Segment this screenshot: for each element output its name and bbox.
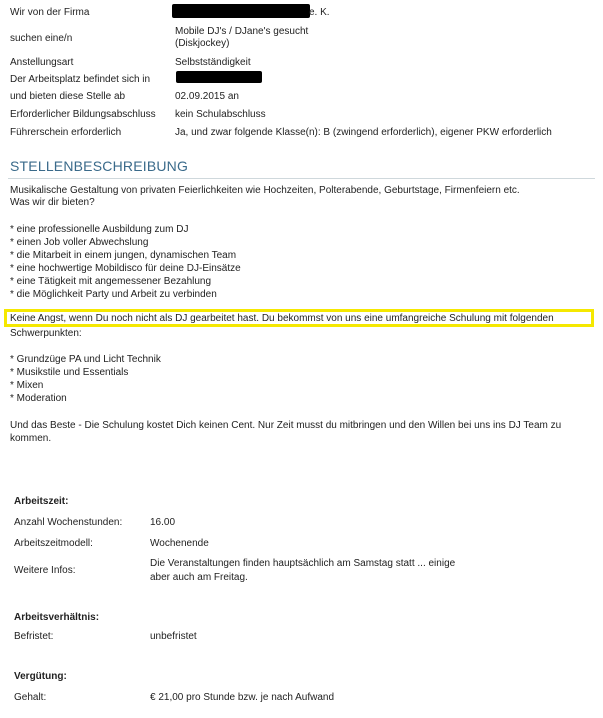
value-weitere-infos-line2: aber auch am Freitag. bbox=[150, 572, 248, 583]
value-fuehrerschein: Ja, und zwar folgende Klasse(n): B (zwingend erforderlich), eigener PKW erforderlich bbox=[175, 127, 552, 138]
list-item: * die Möglichkeit Party und Arbeit zu verbinden bbox=[10, 289, 217, 300]
label-wochenstunden: Anzahl Wochenstunden: bbox=[14, 517, 123, 528]
list-item: * eine hochwertige Mobildisco für deine DJ-Einsätze bbox=[10, 263, 241, 274]
heading-arbeitsverhaeltnis: Arbeitsverhältnis: bbox=[14, 612, 100, 623]
value-wochenstunden: 16.00 bbox=[150, 517, 176, 528]
label-anstellungsart: Anstellungsart bbox=[10, 57, 74, 68]
list-item: * eine Tätigkeit mit angemessener Bezahlung bbox=[10, 276, 212, 287]
label-bildungsabschluss: Erforderlicher Bildungsabschluss bbox=[10, 109, 156, 120]
value-suchen-line1: Mobile DJ's / DJane's gesucht bbox=[175, 26, 309, 37]
list-item: * eine professionelle Ausbildung zum DJ bbox=[10, 224, 189, 235]
desc-line-highlighted: Keine Angst, wenn Du noch nicht als DJ gearbeitet hast. Du bekommst von uns eine umfangreiche Schulung mit folgenden bbox=[10, 313, 554, 324]
heading-arbeitszeit: Arbeitszeit: bbox=[14, 496, 69, 507]
value-arbeitszeitmodell: Wochenende bbox=[150, 538, 209, 549]
label-stelle-ab: und bieten diese Stelle ab bbox=[10, 91, 126, 102]
desc-line: Was wir dir bieten? bbox=[10, 197, 95, 208]
section-divider bbox=[8, 178, 595, 179]
value-anstellungsart: Selbstständigkeit bbox=[175, 57, 251, 68]
list-item: * Moderation bbox=[10, 393, 67, 404]
value-gehalt: € 21,00 pro Stunde bzw. je nach Aufwand bbox=[150, 692, 335, 703]
value-firma-suffix: e. K. bbox=[309, 7, 330, 18]
desc-line: Musikalische Gestaltung von privaten Feierlichkeiten wie Hochzeiten, Polterabende, Geburtstage, Firmenfeiern etc. bbox=[10, 185, 520, 196]
label-gehalt: Gehalt: bbox=[14, 692, 47, 703]
list-item: * einen Job voller Abwechslung bbox=[10, 237, 149, 248]
redaction-company-name bbox=[172, 4, 310, 18]
desc-line: Schwerpunkten: bbox=[10, 328, 82, 339]
section-title: STELLENBESCHREIBUNG bbox=[10, 158, 189, 174]
list-item: * Mixen bbox=[10, 380, 44, 391]
label-arbeitszeitmodell: Arbeitszeitmodell: bbox=[14, 538, 93, 549]
desc-line: kommen. bbox=[10, 433, 52, 444]
value-stelle-ab: 02.09.2015 an bbox=[175, 91, 239, 102]
value-befristet: unbefristet bbox=[150, 631, 197, 642]
value-bildungsabschluss: kein Schulabschluss bbox=[175, 109, 266, 120]
label-fuehrerschein: Führerschein erforderlich bbox=[10, 127, 122, 138]
value-suchen-line2: (Diskjockey) bbox=[175, 38, 230, 49]
label-firma: Wir von der Firma bbox=[10, 7, 90, 18]
heading-verguetung: Vergütung: bbox=[14, 671, 67, 682]
redaction-location bbox=[176, 71, 262, 83]
label-arbeitsplatz: Der Arbeitsplatz befindet sich in bbox=[10, 74, 151, 85]
list-item: * Musikstile und Essentials bbox=[10, 367, 129, 378]
list-item: * die Mitarbeit in einem jungen, dynamischen Team bbox=[10, 250, 237, 261]
label-suchen: suchen eine/n bbox=[10, 33, 73, 44]
desc-line: Und das Beste - Die Schulung kostet Dich keinen Cent. Nur Zeit musst du mitbringen und den Willen bei uns ins DJ Team zu bbox=[10, 420, 562, 431]
list-item: * Grundzüge PA und Licht Technik bbox=[10, 354, 161, 365]
label-befristet: Befristet: bbox=[14, 631, 54, 642]
value-weitere-infos-line1: Die Veranstaltungen finden hauptsächlich am Samstag statt ... einige bbox=[150, 558, 456, 569]
label-weitere-infos: Weitere Infos: bbox=[14, 565, 76, 576]
